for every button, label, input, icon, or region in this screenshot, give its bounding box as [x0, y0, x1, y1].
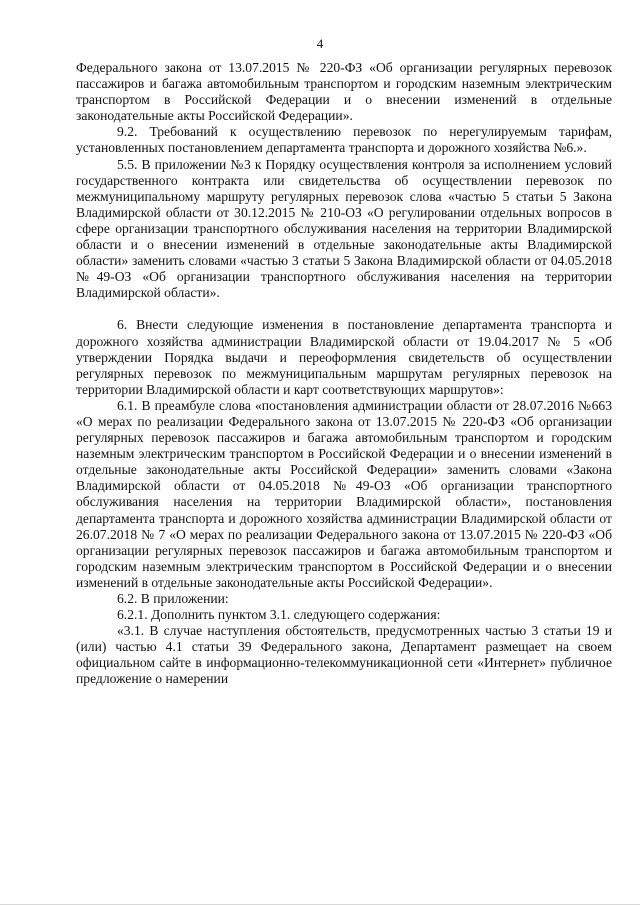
document-body [76, 60, 612, 688]
page-number: 4 [316, 36, 324, 51]
paragraph-6-2-1: 6.2.1. Дополнить пунктом 3.1. следующего содержания: [117, 607, 441, 623]
paragraph-6-2: 6.2. В приложении: [117, 591, 229, 606]
paragraph-3-1-quote: «3.1. В случае наступления обстоятельств, предусмотренных частью 3 статьи 19 и (или) частью 4.1 статьи 39 Федерального закона, Департамент размещает на своем официальном сайте в информационно-телекоммуникационной сети «Интернет» публичное предложение о намерении [76, 623, 612, 687]
paragraph-continuation: Федерального закона от 13.07.2015 № 220-ФЗ «Об организации регулярных перевозок пассажиров и багажа автомобильным транспортом и городским наземным электрическим транспортом в Российской Федерации и о внесении изменений в отдельные законодательные акты Российской Федерации». [76, 60, 612, 124]
paragraph-6-1: 6.1. В преамбуле слова «постановления администрации области от 28.07.2016 №663 «О мерах по реализации Федерального закона от 13.07.2015 № 220-ФЗ «Об организации регулярных перевозок пассажиров и багажа автомобильным транспортом и городским наземным электрическим транспортом в Российской Федерации и о внесении изменений в отдельные законодательные акты Российской Федерации» заменить словами «Закона Владимирской области от 04.05.2018 №49-ОЗ «Об организации транспортного обслуживания населения на территории Владимирской области», постановления департамента транспорта и дорожного хозяйства администрации Владимирской области от 26.07.2018 № 7 «О мерах по реализации Федерального закона от 13.07.2015 № 220-ФЗ «Об организации регулярных перевозок пассажиров и багажа автомобильным транспортом и городским наземным электрическим транспортом в Российской Федерации и о внесении изменений в отдельные законодательные акты Российской Федерации». [76, 397, 612, 590]
paragraph-6: 6. Внести следующие изменения в постановление департамента транспорта и дорожного хозяйства администрации Владимирской области от 19.04.2017 № 5 «Об утверждении Порядка выдачи и переоформления свидетельств об осуществлении регулярных перевозок по межмуниципальным маршрутам регулярных перевозок на территории Владимирской области и карт соответствующих маршрутов»: [76, 317, 612, 397]
paragraph-5-5: 5.5. В приложении №3 к Порядку осуществления контроля за исполнением условий государственного контракта или свидетельства об осуществлении перевозок по межмуниципальному маршруту регулярных перевозок слова «частью 5 статьи 5 Закона Владимирской области от 30.12.2015 № 210-ОЗ «О регулировании отдельных вопросов в сфере организации транспортного обслуживания населения на территории Владимирской области и о внесении изменений в отдельные законодательные акты Владимирской области» заменить словами «частью 3 статьи 5 Закона Владимирской области от 04.05.2018 №49-ОЗ «Об организации транспортного обслуживания населения на территории Владимирской области». [76, 156, 612, 301]
paragraph-9-2: 9.2. Требований к осуществлению перевозок по нерегулируемым тарифам, установленных постановлением департамента транспорта и дорожного хозяйства №6.». [76, 124, 612, 156]
